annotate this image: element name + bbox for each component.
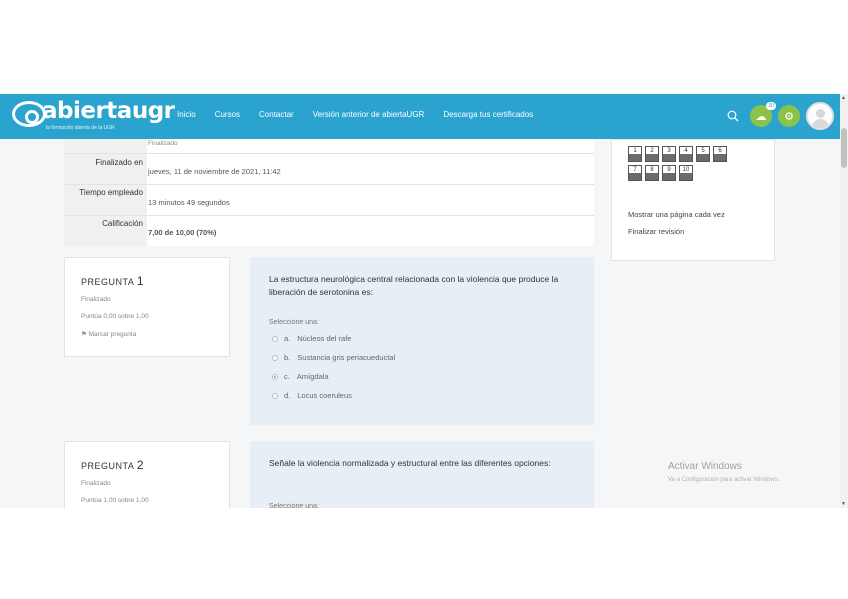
quiz-nav-button-1[interactable]: 1	[628, 146, 642, 162]
quiz-nav-button-6[interactable]: 6	[713, 146, 727, 162]
summary-row-finished	[64, 154, 594, 185]
nav-link-inicio[interactable]: Inicio	[177, 110, 196, 119]
answer-option-d[interactable]: d. Locus coeruleus	[272, 391, 352, 400]
answer-option-a[interactable]: a. Núcleos del rafe	[272, 334, 351, 343]
quiz-nav-button-5[interactable]: 5	[696, 146, 710, 162]
summary-row-grade	[64, 216, 594, 246]
user-avatar-icon[interactable]	[806, 102, 834, 130]
answer-option-c[interactable]: c. Amígdala	[272, 372, 329, 381]
question-1-info	[64, 257, 230, 357]
radio-icon	[272, 355, 278, 361]
answer-option-b[interactable]: b. Sustancia gris periacueductal	[272, 353, 395, 362]
nav-link-contactar[interactable]: Contactar	[259, 110, 294, 119]
radio-icon	[272, 393, 278, 399]
question-2-state: Finalizado	[81, 480, 111, 487]
notification-icon: ☁	[755, 110, 767, 123]
quiz-nav-button-2[interactable]: 2	[645, 146, 659, 162]
grade-label: Calificación	[64, 216, 147, 246]
flag-icon: ⚑	[81, 331, 87, 338]
quiz-nav-button-3[interactable]: 3	[662, 146, 676, 162]
nav-link-certificados[interactable]: Descarga tus certificados	[443, 110, 534, 119]
quiz-nav-button-10[interactable]: 10	[679, 165, 693, 181]
question-2-title: PREGUNTA 2	[81, 458, 145, 472]
page-scrollbar[interactable]	[840, 94, 848, 508]
question-2-content	[250, 441, 594, 508]
site-logo[interactable]	[12, 98, 175, 135]
question-1-text: La estructura neurológica central relacionada con la violencia que produce la liberación de serotonina es:	[269, 274, 559, 297]
brand-tagline: la formación abierta de la UGR	[46, 125, 115, 131]
nav-link-cursos[interactable]: Cursos	[214, 110, 241, 119]
scroll-up-icon[interactable]: ▲	[841, 95, 846, 101]
time-value: 13 minutos 49 segundos	[148, 198, 230, 207]
logo-mark-icon	[12, 101, 46, 127]
summary-row-state	[64, 139, 594, 154]
state-value: Finalizado	[148, 140, 178, 147]
question-2-prompt: Seleccione una:	[269, 503, 319, 508]
question-1-content	[250, 257, 594, 425]
question-2-text: Señale la violencia normalizada y estructural entre las diferentes opciones:	[269, 458, 551, 468]
scrollbar-thumb[interactable]	[841, 128, 847, 168]
question-1-state: Finalizado	[81, 296, 111, 303]
show-one-page-link[interactable]: Mostrar una página cada vez	[628, 210, 725, 219]
finished-value: jueves, 11 de noviembre de 2021, 11:42	[148, 167, 281, 176]
quiz-navigation-block	[611, 139, 775, 261]
finish-review-link[interactable]: Finalizar revisión	[628, 227, 685, 236]
notification-button[interactable]	[750, 105, 772, 127]
question-1-title: PREGUNTA 1	[81, 274, 145, 288]
radio-icon	[272, 336, 278, 342]
question-1-score: Puntúa 0,00 sobre 1,00	[81, 313, 149, 320]
grade-value: 7,00 de 10,00 (70%)	[148, 228, 217, 237]
watermark-title: Activar Windows	[668, 461, 742, 472]
quiz-nav-button-8[interactable]: 8	[645, 165, 659, 181]
quiz-nav-button-9[interactable]: 9	[662, 165, 676, 181]
finished-label: Finalizado en	[64, 154, 147, 184]
notification-badge: 20	[768, 103, 774, 109]
nav-link-version-anterior[interactable]: Versión anterior de abiertaUGR	[312, 110, 425, 119]
quiz-nav-button-4[interactable]: 4	[679, 146, 693, 162]
attempt-summary-table	[64, 139, 594, 246]
windows-activation-watermark	[668, 461, 779, 483]
top-navbar	[0, 94, 840, 139]
time-label: Tiempo empleado	[64, 185, 147, 215]
summary-row-time	[64, 185, 594, 216]
scroll-down-icon[interactable]: ▼	[841, 501, 846, 507]
radio-checked-icon	[272, 374, 278, 380]
settings-icon: ⚙	[784, 110, 794, 123]
quiz-nav-button-7[interactable]: 7	[628, 165, 642, 181]
navbar-actions	[725, 102, 835, 132]
watermark-subtitle: Ve a Configuración para activar Windows.	[668, 477, 780, 483]
main-nav	[177, 110, 533, 119]
question-2-info	[64, 441, 230, 508]
question-1-prompt: Seleccione una:	[269, 319, 319, 326]
search-icon[interactable]	[727, 110, 739, 122]
brand-name: abiertaugr	[42, 98, 175, 124]
flag-question-button[interactable]: ⚑ Marcar pregunta	[81, 331, 137, 338]
question-2-score: Puntúa 1,00 sobre 1,00	[81, 497, 149, 504]
browser-viewport	[0, 94, 848, 508]
settings-button[interactable]	[778, 105, 800, 127]
